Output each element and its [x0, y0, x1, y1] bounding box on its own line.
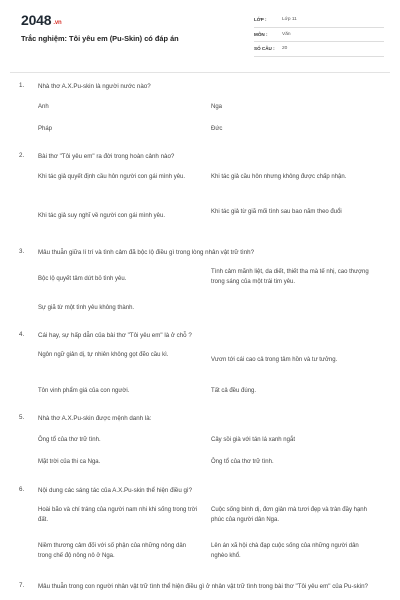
option-c[interactable]: Pháp — [38, 126, 53, 132]
question-number: 3. — [19, 248, 25, 255]
option-a[interactable]: Hoài bão và chí tráng của người nam nhi khi sống trong trời đất. — [38, 507, 197, 523]
meta-subject-row — [254, 28, 384, 43]
option-a[interactable]: Bộc lộ quyết tâm dứt bỏ tình yêu. — [38, 276, 127, 282]
header-divider — [10, 72, 390, 73]
meta-value: Lớp 11 — [282, 17, 297, 23]
option-b[interactable]: Cuộc sống bình dị, đơn giản mà tươi đẹp và tràn đầy hạnh phúc của người dân Nga. — [211, 507, 367, 523]
question-text: Mâu thuẫn trong con người nhân vật trữ tình thể hiện điều gì ở nhân vật trữ tình trong bài thơ "Tôi yêu em" của Pu-skin? — [38, 583, 368, 590]
question-number: 5. — [19, 414, 25, 421]
option-b[interactable]: Cây sồi già với tán lá xanh ngắt — [211, 437, 295, 443]
option-b[interactable]: Khi tác giả cầu hôn nhưng không được chấp nhận. — [211, 174, 347, 180]
meta-class-row — [254, 13, 384, 28]
logo-suffix: .vn — [53, 20, 62, 26]
option-b[interactable]: Tình cảm mãnh liệt, da diết, thiết tha mà tế nhị, cao thượng trong sáng của một trái tim yêu. — [211, 269, 369, 285]
question-text: Nội dung các sáng tác của A.X.Pu-skin thể hiện điều gì? — [38, 487, 193, 494]
question-number: 1. — [19, 82, 25, 89]
option-b[interactable]: Nga — [211, 104, 223, 110]
logo-text: 2048 — [21, 12, 52, 28]
question-text: Nhà thơ A.X.Pu-skin được mệnh danh là: — [38, 415, 152, 422]
quiz-title: Trắc nghiệm: Tôi yêu em (Pu-Skin) có đáp án — [21, 34, 179, 43]
meta-label: SỐ CÂU : — [254, 46, 275, 52]
option-d[interactable]: Khi tác giả từ giã mối tình sau bao năm theo đuổi — [211, 209, 342, 215]
question-number: 6. — [19, 486, 25, 493]
option-d[interactable]: Lên án xã hội chà đạp cuộc sống của những người dân nghèo khổ. — [211, 543, 359, 559]
option-a[interactable]: Anh — [38, 104, 49, 110]
meta-count-row — [254, 42, 384, 57]
site-logo[interactable] — [21, 12, 61, 28]
option-c[interactable]: Mặt trời của thi ca Nga. — [38, 459, 101, 465]
option-a[interactable]: Ông tổ của thơ trữ tình. — [38, 437, 101, 443]
question-text: Bài thơ "Tôi yêu em" ra đời trong hoàn cảnh nào? — [38, 153, 175, 160]
meta-label: LỚP : — [254, 17, 267, 23]
question-text: Mâu thuẫn giữa lí trí và tình cảm đã bộc lộ điều gì trong lòng nhân vật trữ tình? — [38, 249, 255, 256]
page-header — [0, 0, 400, 64]
option-c[interactable]: Tôn vinh phẩm giá của con người. — [38, 388, 130, 394]
question-number: 2. — [19, 152, 25, 159]
option-d[interactable]: Ông tổ của thơ trữ tình. — [211, 459, 274, 465]
question-number: 4. — [19, 331, 25, 338]
question-text: Nhà thơ A.X.Pu-skin là người nước nào? — [38, 83, 151, 90]
option-c[interactable]: Sự giã từ một tình yêu không thành. — [38, 305, 135, 311]
option-a[interactable]: Ngôn ngữ giản dị, tự nhiên không gọt đẽo cầu kì. — [38, 352, 169, 358]
meta-value: Văn — [282, 31, 291, 37]
question-number: 7. — [19, 582, 25, 589]
quiz-meta — [254, 13, 384, 57]
question-text: Cái hay, sự hấp dẫn của bài thơ "Tôi yêu em" là ở chỗ ? — [38, 332, 192, 339]
meta-value: 20 — [282, 46, 288, 52]
option-a[interactable]: Khi tác giả quyết định cầu hôn người con gái mình yêu. — [38, 174, 186, 180]
option-c[interactable]: Khi tác giả suy nghĩ về người con gái mình yêu. — [38, 213, 166, 219]
option-d[interactable]: Đức — [211, 126, 223, 132]
option-d[interactable]: Tất cả đều đúng. — [211, 388, 257, 394]
meta-label: MÔN : — [254, 31, 268, 37]
option-c[interactable]: Niềm thương cảm đối với số phận của những nông dân trong chế độ nông nô ở Nga. — [38, 543, 186, 559]
option-b[interactable]: Vươn tới cái cao cả trong tâm hồn và tư tưởng. — [211, 357, 338, 363]
